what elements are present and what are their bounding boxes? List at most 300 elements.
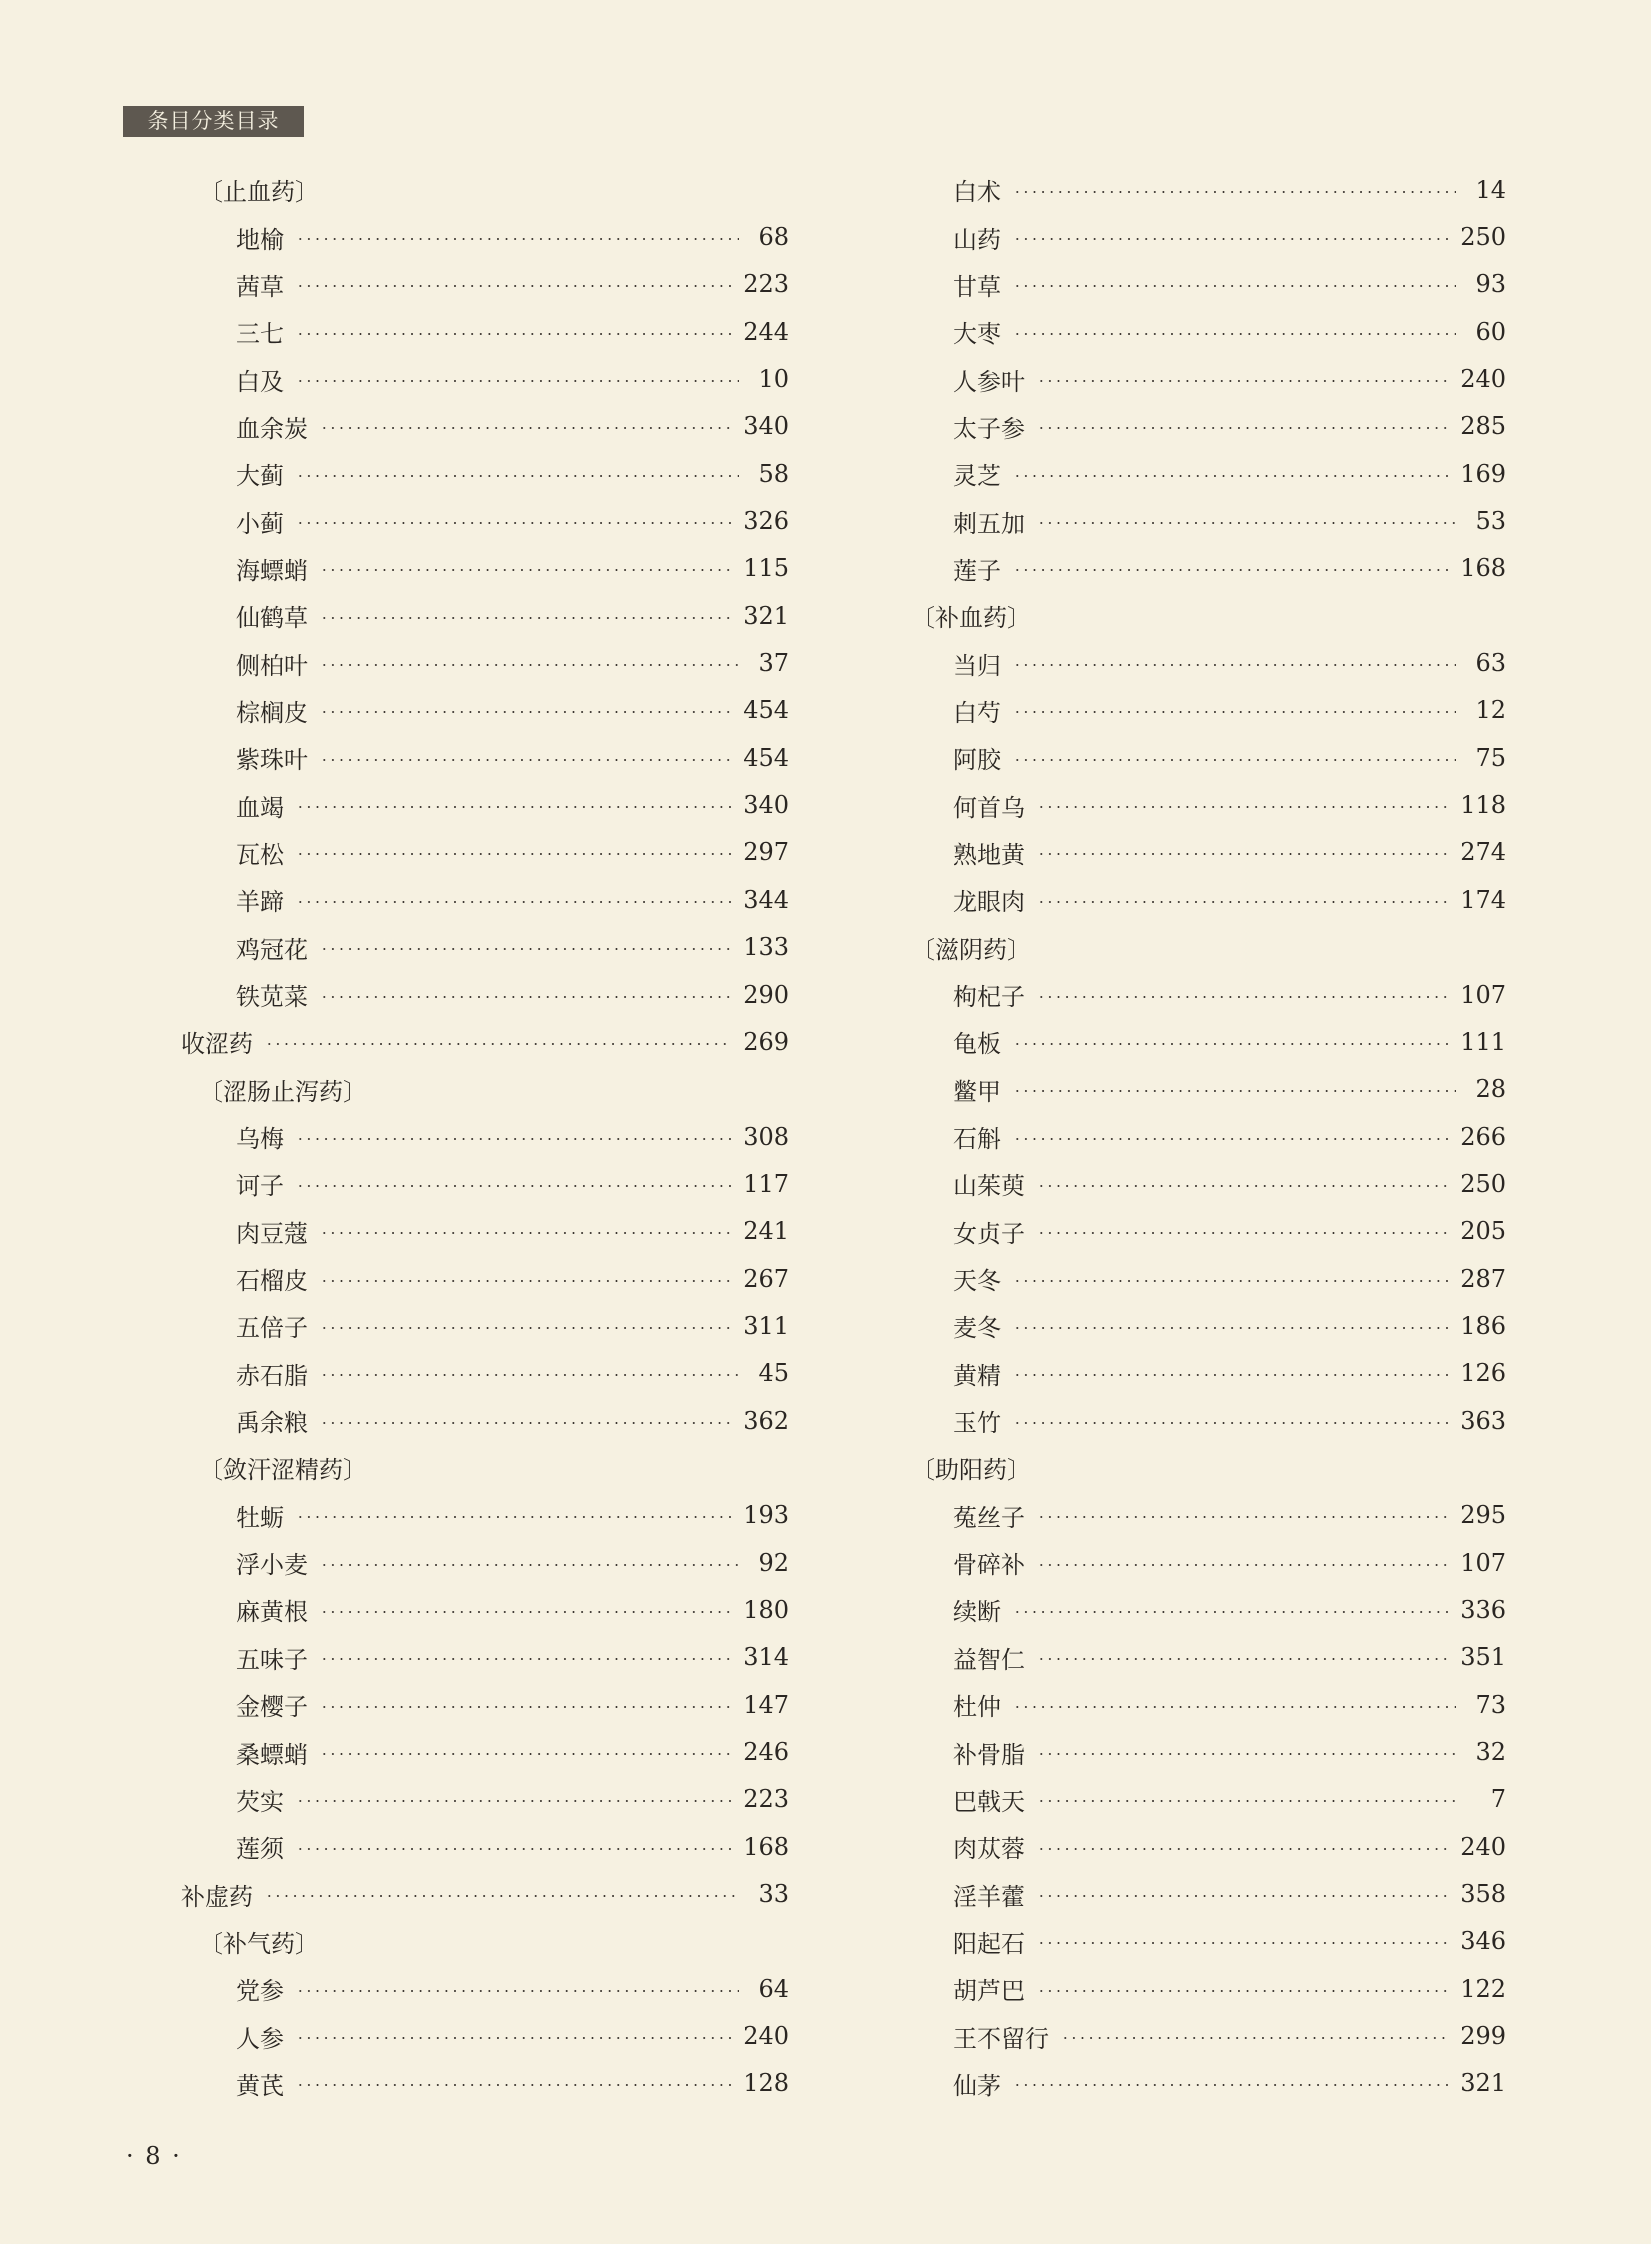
dot-leader: [320, 427, 731, 429]
toc-subheading: [181, 1444, 789, 1491]
entry-page-number: 174: [1460, 885, 1506, 914]
entry-name: 石斛: [953, 1125, 1001, 1154]
entry-name: 党参: [236, 1977, 284, 2006]
entry-page-number: 241: [743, 1217, 789, 1246]
toc-entry[interactable]: [181, 1586, 789, 1633]
toc-entry[interactable]: [181, 592, 789, 639]
subheading-label: 〔补血药〕: [911, 604, 1031, 633]
toc-entry[interactable]: [911, 1965, 1506, 2012]
entry-page-number: 75: [1475, 743, 1506, 772]
entry-page-number: 290: [743, 980, 789, 1009]
dot-leader: [1037, 1232, 1448, 1234]
entry-page-number: 267: [743, 1264, 789, 1293]
entry-name: 王不留行: [953, 2024, 1049, 2053]
entry-name: 玉竹: [953, 1409, 1001, 1438]
entry-name: 大枣: [953, 320, 1001, 349]
entry-name: 芡实: [236, 1787, 284, 1816]
toc-entry[interactable]: [911, 2012, 1506, 2059]
entry-page-number: 223: [743, 1785, 789, 1814]
dot-leader: [1037, 522, 1456, 524]
entry-name: 龟板: [953, 1030, 1001, 1059]
dot-leader: [1037, 1516, 1448, 1518]
dot-leader: [296, 380, 739, 382]
toc-entry[interactable]: [911, 1823, 1506, 1870]
dot-leader: [1013, 1043, 1448, 1045]
dot-leader: [296, 333, 731, 335]
entry-name: 阿胶: [953, 746, 1001, 775]
dot-leader: [296, 806, 731, 808]
dot-leader: [296, 285, 731, 287]
toc-entry[interactable]: [911, 734, 1506, 781]
dot-leader: [1037, 1185, 1448, 1187]
dot-leader: [296, 475, 739, 477]
entry-page-number: 250: [1460, 223, 1506, 252]
entry-name: 三七: [236, 320, 284, 349]
entry-page-number: 240: [743, 2022, 789, 2051]
toc-entry[interactable]: [911, 1208, 1506, 1255]
entry-page-number: 295: [1460, 1501, 1506, 1530]
entry-page-number: 111: [1460, 1027, 1506, 1056]
dot-leader: [320, 1564, 739, 1566]
toc-subheading: [181, 166, 789, 213]
entry-name: 补虚药: [181, 1882, 253, 1911]
dot-leader: [1037, 427, 1448, 429]
toc-entry[interactable]: [181, 1728, 789, 1775]
entry-page-number: 326: [743, 507, 789, 536]
entry-name: 赤石脂: [236, 1361, 308, 1390]
entry-name: 小蓟: [236, 509, 284, 538]
entry-page-number: 147: [743, 1690, 789, 1719]
entry-page-number: 63: [1475, 649, 1506, 678]
entry-page-number: 10: [758, 365, 789, 394]
entry-name: 石榴皮: [236, 1267, 308, 1296]
entry-page-number: 168: [743, 1832, 789, 1861]
dot-leader: [320, 1232, 731, 1234]
dot-leader: [1013, 2084, 1448, 2086]
subheading-label: 〔涩肠止泻药〕: [199, 1077, 367, 1106]
dot-leader: [1013, 191, 1456, 193]
entry-page-number: 321: [743, 601, 789, 630]
entry-name: 血余炭: [236, 414, 308, 443]
entry-page-number: 240: [1460, 1832, 1506, 1861]
dot-leader: [265, 1043, 731, 1045]
dot-leader: [1013, 1327, 1448, 1329]
dot-leader: [296, 238, 739, 240]
entry-name: 牡蛎: [236, 1503, 284, 1532]
toc-entry[interactable]: [911, 1302, 1506, 1349]
toc-entry[interactable]: [181, 781, 789, 828]
entry-name: 益智仁: [953, 1645, 1025, 1674]
toc-entry[interactable]: [181, 450, 789, 497]
entry-name: 棕榈皮: [236, 698, 308, 727]
entry-page-number: 122: [1460, 1974, 1506, 2003]
toc-entry[interactable]: [911, 213, 1506, 260]
dot-leader: [1037, 1990, 1448, 1992]
entry-name: 补骨脂: [953, 1740, 1025, 1769]
entry-page-number: 64: [758, 1974, 789, 2003]
toc-entry[interactable]: [911, 1776, 1506, 1823]
entry-name: 巴戟天: [953, 1787, 1025, 1816]
entry-page-number: 299: [1460, 2022, 1506, 2051]
entry-name: 海螵蛸: [236, 556, 308, 585]
entry-page-number: 58: [758, 459, 789, 488]
entry-name: 地榆: [236, 225, 284, 254]
dot-leader: [1013, 664, 1456, 666]
dot-leader: [320, 759, 731, 761]
dot-leader: [296, 853, 731, 855]
entry-name: 金樱子: [236, 1693, 308, 1722]
toc-entry[interactable]: [181, 1492, 789, 1539]
toc-entry[interactable]: [911, 1492, 1506, 1539]
toc-entry[interactable]: [181, 545, 789, 592]
toc-entry[interactable]: [181, 261, 789, 308]
entry-page-number: 454: [743, 696, 789, 725]
toc-entry[interactable]: [911, 1728, 1506, 1775]
entry-page-number: 240: [1460, 365, 1506, 394]
toc-entry[interactable]: [911, 450, 1506, 497]
dot-leader: [1013, 1611, 1448, 1613]
entry-name: 女贞子: [953, 1219, 1025, 1248]
entry-page-number: 308: [743, 1122, 789, 1151]
entry-page-number: 340: [743, 412, 789, 441]
entry-page-number: 336: [1460, 1595, 1506, 1624]
dot-leader: [320, 617, 731, 619]
dot-leader: [320, 664, 739, 666]
dot-leader: [296, 1185, 731, 1187]
dot-leader: [320, 1422, 731, 1424]
dot-leader: [296, 2037, 731, 2039]
toc-left-column: [181, 166, 789, 2107]
entry-name: 桑螵蛸: [236, 1740, 308, 1769]
entry-name: 白术: [953, 178, 1001, 207]
entry-page-number: 128: [743, 2069, 789, 2098]
toc-right-column: [911, 166, 1506, 2107]
toc-entry[interactable]: [911, 2060, 1506, 2107]
entry-page-number: 180: [743, 1595, 789, 1624]
entry-page-number: 168: [1460, 554, 1506, 583]
entry-name: 菟丝子: [953, 1503, 1025, 1532]
entry-name: 大蓟: [236, 462, 284, 491]
entry-page-number: 340: [743, 791, 789, 820]
toc-entry[interactable]: [181, 213, 789, 260]
toc-entry[interactable]: [181, 687, 789, 734]
entry-name: 当归: [953, 651, 1001, 680]
entry-page-number: 118: [1460, 791, 1506, 820]
entry-page-number: 60: [1475, 317, 1506, 346]
toc-entry[interactable]: [181, 1160, 789, 1207]
toc-entry[interactable]: [911, 876, 1506, 923]
toc-entry[interactable]: [911, 403, 1506, 450]
entry-name: 浮小麦: [236, 1551, 308, 1580]
dot-leader: [1037, 853, 1448, 855]
dot-leader: [1013, 475, 1448, 477]
dot-leader: [1037, 1564, 1448, 1566]
entry-page-number: 344: [743, 885, 789, 914]
entry-name: 肉苁蓉: [953, 1835, 1025, 1864]
dot-leader: [296, 1990, 739, 1992]
entry-name: 山茱萸: [953, 1172, 1025, 1201]
entry-page-number: 186: [1460, 1311, 1506, 1340]
toc-subheading: [911, 592, 1506, 639]
entry-name: 胡芦巴: [953, 1977, 1025, 2006]
dot-leader: [296, 901, 731, 903]
entry-page-number: 223: [743, 270, 789, 299]
toc-entry[interactable]: [911, 355, 1506, 402]
entry-page-number: 269: [743, 1027, 789, 1056]
dot-leader: [1013, 1090, 1456, 1092]
entry-page-number: 107: [1460, 980, 1506, 1009]
entry-page-number: 321: [1460, 2069, 1506, 2098]
toc-entry[interactable]: [181, 734, 789, 781]
subheading-label: 〔补气药〕: [199, 1929, 319, 1958]
dot-leader: [1037, 1800, 1456, 1802]
entry-name: 阳起石: [953, 1929, 1025, 1958]
toc-entry[interactable]: [911, 308, 1506, 355]
dot-leader: [1037, 380, 1448, 382]
entry-name: 白芍: [953, 698, 1001, 727]
dot-leader: [320, 996, 731, 998]
dot-leader: [296, 1516, 731, 1518]
toc-entry[interactable]: [181, 1681, 789, 1728]
toc-entry[interactable]: [181, 1539, 789, 1586]
entry-page-number: 37: [758, 649, 789, 678]
toc-entry[interactable]: [911, 1634, 1506, 1681]
dot-leader: [320, 1753, 731, 1755]
toc-entry[interactable]: [911, 497, 1506, 544]
entry-name: 乌梅: [236, 1125, 284, 1154]
toc-entry[interactable]: [911, 1539, 1506, 1586]
toc-subheading: [911, 924, 1506, 971]
dot-leader: [1013, 711, 1456, 713]
dot-leader: [296, 1138, 731, 1140]
entry-page-number: 12: [1475, 696, 1506, 725]
dot-leader: [320, 1280, 731, 1282]
entry-name: 鸡冠花: [236, 935, 308, 964]
toc-entry[interactable]: [181, 1397, 789, 1444]
entry-page-number: 246: [743, 1738, 789, 1767]
toc-entry[interactable]: [181, 1823, 789, 1870]
toc-entry[interactable]: [911, 639, 1506, 686]
toc-entry[interactable]: [181, 1870, 789, 1917]
toc-entry[interactable]: [181, 1776, 789, 1823]
entry-name: 太子参: [953, 414, 1025, 443]
entry-page-number: 351: [1460, 1643, 1506, 1672]
toc-entry[interactable]: [911, 1681, 1506, 1728]
entry-name: 莲子: [953, 556, 1001, 585]
toc-entry[interactable]: [181, 1302, 789, 1349]
toc-entry[interactable]: [181, 308, 789, 355]
toc-entry[interactable]: [911, 1586, 1506, 1633]
entry-page-number: 169: [1460, 459, 1506, 488]
toc-entry[interactable]: [181, 1350, 789, 1397]
toc-entry[interactable]: [181, 2060, 789, 2107]
entry-page-number: 274: [1460, 838, 1506, 867]
toc-entry[interactable]: [181, 971, 789, 1018]
dot-leader: [320, 1327, 731, 1329]
entry-page-number: 93: [1475, 270, 1506, 299]
entry-page-number: 193: [743, 1501, 789, 1530]
toc-entry[interactable]: [181, 403, 789, 450]
section-title-tag: 条目分类目录: [123, 106, 304, 137]
entry-name: 侧柏叶: [236, 651, 308, 680]
toc-entry[interactable]: [181, 829, 789, 876]
toc-entry[interactable]: [911, 261, 1506, 308]
entry-name: 人参: [236, 2024, 284, 2053]
dot-leader: [1013, 1138, 1448, 1140]
entry-page-number: 133: [743, 933, 789, 962]
entry-name: 紫珠叶: [236, 746, 308, 775]
entry-page-number: 205: [1460, 1217, 1506, 1246]
toc-entry[interactable]: [911, 1160, 1506, 1207]
entry-page-number: 28: [1475, 1075, 1506, 1104]
entry-name: 何首乌: [953, 793, 1025, 822]
entry-page-number: 73: [1475, 1690, 1506, 1719]
dot-leader: [320, 1374, 739, 1376]
entry-page-number: 53: [1475, 507, 1506, 536]
dot-leader: [1013, 1280, 1448, 1282]
entry-page-number: 115: [743, 554, 789, 583]
dot-leader: [1037, 996, 1448, 998]
toc-entry[interactable]: [911, 1113, 1506, 1160]
entry-page-number: 454: [743, 743, 789, 772]
dot-leader: [320, 1658, 731, 1660]
toc-entry[interactable]: [911, 545, 1506, 592]
dot-leader: [1013, 333, 1456, 335]
entry-page-number: 266: [1460, 1122, 1506, 1151]
dot-leader: [1013, 1374, 1448, 1376]
entry-page-number: 7: [1490, 1785, 1506, 1814]
dot-leader: [1061, 2037, 1448, 2039]
entry-name: 茜草: [236, 272, 284, 301]
entry-name: 白及: [236, 367, 284, 396]
entry-page-number: 250: [1460, 1169, 1506, 1198]
entry-page-number: 362: [743, 1406, 789, 1435]
subheading-label: 〔止血药〕: [199, 178, 319, 207]
entry-name: 肉豆蔻: [236, 1219, 308, 1248]
page-number: · 8 ·: [126, 2142, 182, 2170]
toc-entry[interactable]: [911, 1918, 1506, 1965]
entry-name: 莲须: [236, 1835, 284, 1864]
toc-entry[interactable]: [911, 1870, 1506, 1917]
toc-entry[interactable]: [181, 1965, 789, 2012]
toc-entry[interactable]: [181, 2012, 789, 2059]
entry-page-number: 126: [1460, 1359, 1506, 1388]
dot-leader: [320, 1706, 731, 1708]
dot-leader: [1013, 759, 1456, 761]
toc-entry[interactable]: [181, 639, 789, 686]
dot-leader: [296, 1800, 731, 1802]
entry-page-number: 287: [1460, 1264, 1506, 1293]
toc-entry[interactable]: [911, 829, 1506, 876]
subheading-label: 〔敛汗涩精药〕: [199, 1456, 367, 1485]
dot-leader: [1037, 1895, 1448, 1897]
entry-name: 仙茅: [953, 2071, 1001, 2100]
entry-page-number: 117: [743, 1169, 789, 1198]
subheading-label: 〔助阳药〕: [911, 1456, 1031, 1485]
entry-name: 瓦松: [236, 840, 284, 869]
entry-name: 黄精: [953, 1361, 1001, 1390]
entry-name: 龙眼肉: [953, 888, 1025, 917]
entry-name: 续断: [953, 1598, 1001, 1627]
dot-leader: [1013, 1706, 1456, 1708]
entry-page-number: 92: [758, 1548, 789, 1577]
dot-leader: [1037, 901, 1448, 903]
entry-name: 诃子: [236, 1172, 284, 1201]
dot-leader: [1013, 285, 1456, 287]
toc-entry[interactable]: [911, 971, 1506, 1018]
entry-name: 骨碎补: [953, 1551, 1025, 1580]
entry-page-number: 68: [758, 223, 789, 252]
dot-leader: [320, 569, 731, 571]
dot-leader: [320, 711, 731, 713]
dot-leader: [1013, 569, 1448, 571]
dot-leader: [265, 1895, 739, 1897]
toc-subheading: [181, 1066, 789, 1113]
toc-entry[interactable]: [181, 924, 789, 971]
toc-entry[interactable]: [181, 497, 789, 544]
toc-entry[interactable]: [911, 1350, 1506, 1397]
toc-entry[interactable]: [911, 1255, 1506, 1302]
toc-subheading: [911, 1444, 1506, 1491]
entry-page-number: 311: [743, 1311, 789, 1340]
dot-leader: [1037, 1753, 1456, 1755]
entry-name: 羊蹄: [236, 888, 284, 917]
toc-entry[interactable]: [181, 1255, 789, 1302]
toc-entry[interactable]: [911, 687, 1506, 734]
entry-name: 黄芪: [236, 2071, 284, 2100]
entry-name: 人参叶: [953, 367, 1025, 396]
toc-entry[interactable]: [181, 1208, 789, 1255]
entry-page-number: 285: [1460, 412, 1506, 441]
entry-name: 熟地黄: [953, 840, 1025, 869]
toc-entry[interactable]: [911, 1066, 1506, 1113]
entry-page-number: 346: [1460, 1927, 1506, 1956]
toc-entry[interactable]: [181, 355, 789, 402]
dot-leader: [296, 1848, 731, 1850]
dot-leader: [1037, 1942, 1448, 1944]
toc-entry[interactable]: [181, 1634, 789, 1681]
entry-page-number: 244: [743, 317, 789, 346]
dot-leader: [320, 948, 731, 950]
entry-name: 刺五加: [953, 509, 1025, 538]
entry-name: 枸杞子: [953, 983, 1025, 1012]
subheading-label: 〔滋阴药〕: [911, 935, 1031, 964]
entry-page-number: 14: [1475, 175, 1506, 204]
entry-name: 鳖甲: [953, 1077, 1001, 1106]
dot-leader: [1013, 238, 1448, 240]
dot-leader: [296, 522, 731, 524]
dot-leader: [1013, 1422, 1448, 1424]
entry-name: 血竭: [236, 793, 284, 822]
entry-page-number: 33: [758, 1880, 789, 1909]
toc-entry[interactable]: [181, 1018, 789, 1065]
toc-entry[interactable]: [911, 1397, 1506, 1444]
toc-entry[interactable]: [911, 166, 1506, 213]
toc-entry[interactable]: [181, 876, 789, 923]
entry-page-number: 363: [1460, 1406, 1506, 1435]
dot-leader: [296, 2084, 731, 2086]
entry-page-number: 314: [743, 1643, 789, 1672]
toc-entry[interactable]: [181, 1113, 789, 1160]
dot-leader: [1037, 1658, 1448, 1660]
entry-name: 淫羊藿: [953, 1882, 1025, 1911]
toc-subheading: [181, 1918, 789, 1965]
toc-entry[interactable]: [911, 1018, 1506, 1065]
toc-entry[interactable]: [911, 781, 1506, 828]
entry-name: 麻黄根: [236, 1598, 308, 1627]
entry-name: 铁苋菜: [236, 983, 308, 1012]
entry-page-number: 32: [1475, 1738, 1506, 1767]
